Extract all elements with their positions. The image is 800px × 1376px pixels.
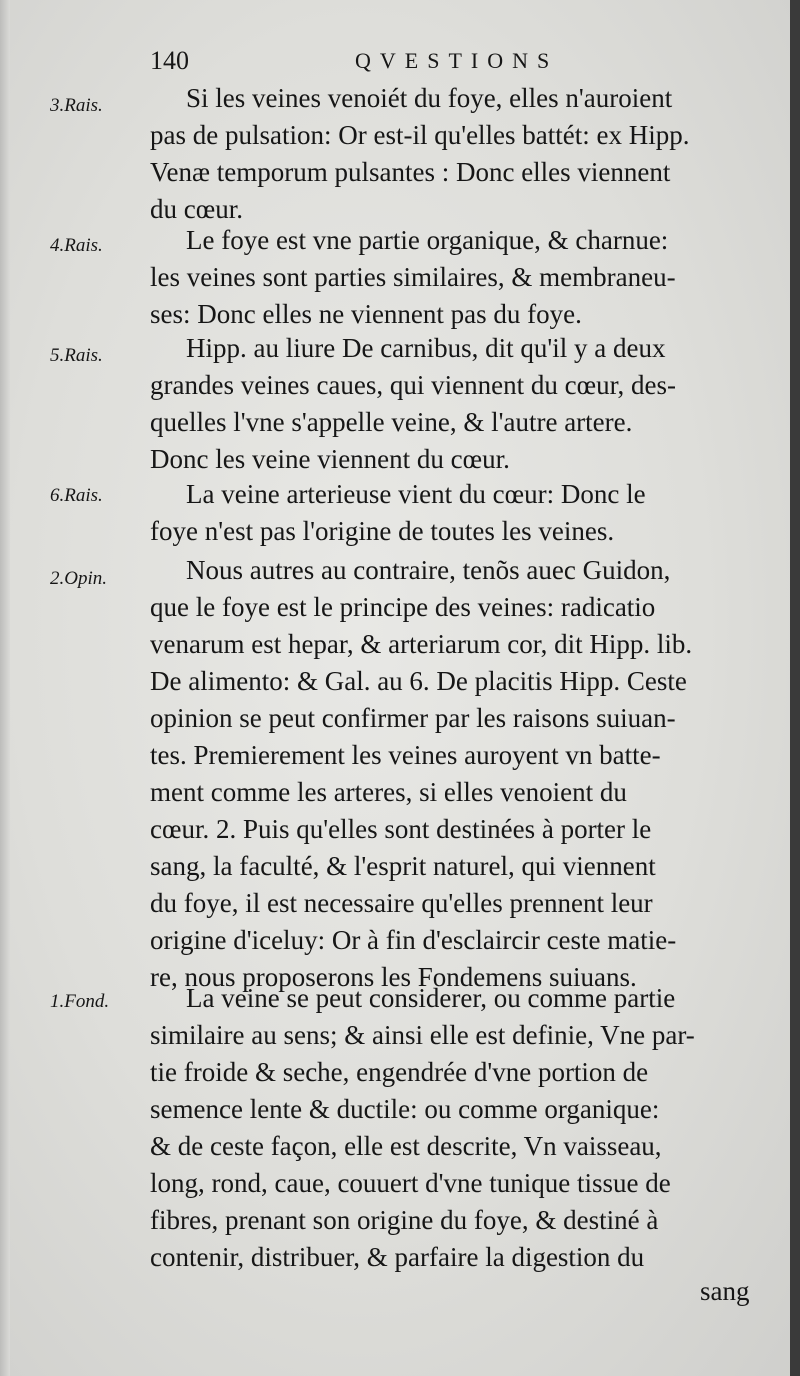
page-edge-shadow [790,0,800,1376]
text-line: cœur. 2. Puis qu'elles sont destinées à porter le [150,814,652,844]
margin-note: 5.Rais. [50,345,103,366]
text-line: sang, la faculté, & l'esprit naturel, qui viennent [150,851,656,881]
margin-note: 4.Rais. [50,235,103,256]
text-line: long, rond, caue, couuert d'vne tunique tissue de [150,1168,671,1198]
margin-note: 2.Opin. [50,568,107,589]
catchword: sang [700,1276,750,1306]
paragraph [150,476,755,550]
text-line: Nous autres au contraire, tenõs auec Guidon, [186,555,671,585]
paragraph [150,80,755,228]
page-gutter [0,0,10,1376]
text-line: opinion se peut confirmer par les raisons suiuan- [150,703,676,733]
page-header [150,46,750,78]
text-line: Hipp. au liure De carnibus, dit qu'il y a deux [186,333,666,363]
paragraph [150,330,755,478]
text-line: Si les veines venoiét du foye, elles n'auroient [186,83,673,113]
text-line: venarum est hepar, & arteriarum cor, dit Hipp. lib. [150,629,693,659]
text-line: grandes veines caues, qui viennent du cœur, des- [150,370,676,400]
text-line: fibres, prenant son origine du foye, & destiné à [150,1205,659,1235]
text-line: origine d'iceluy: Or à fin d'esclaircir ceste matie- [150,925,677,955]
text-line: tie froide & seche, engendrée d'vne portion de [150,1057,649,1087]
text-line: quelles l'vne s'appelle veine, & l'autre artere. [150,407,633,437]
text-line: du foye, il est necessaire qu'elles prennent leur [150,888,653,918]
margin-note: 1.Fond. [50,991,110,1012]
text-line: les veines sont parties similaires, & membraneu- [150,262,676,292]
text-line: semence lente & ductile: ou comme organique: [150,1094,660,1124]
text-line: du cœur. [150,194,243,224]
text-line: contenir, distribuer, & parfaire la digestion du [150,1242,645,1272]
text-line: Le foye est vne partie organique, & charnue: [186,225,669,255]
text-line: pas de pulsation: Or est-il qu'elles battét: ex Hipp. [150,120,690,150]
text-line: & de ceste façon, elle est descrite, Vn vaisseau, [150,1131,662,1161]
text-line: Venæ temporum pulsantes : Donc elles viennent [150,157,671,187]
margin-note: 6.Rais. [50,485,103,506]
text-line: foye n'est pas l'origine de toutes les veines. [150,516,615,546]
running-title: QVESTIONS [355,48,559,73]
text-line: similaire au sens; & ainsi elle est definie, Vne par- [150,1020,695,1050]
text-line: La veine arterieuse vient du cœur: Donc le [186,479,646,509]
paragraph [150,552,755,996]
text-line: tes. Premierement les veines auroyent vn batte- [150,740,661,770]
page-number: 140 [150,46,189,75]
text-line: ses: Donc elles ne viennent pas du foye. [150,299,582,329]
text-line: que le foye est le principe des veines: radicatio [150,592,656,622]
text-line: Donc les veine viennent du cœur. [150,444,510,474]
paragraph [150,222,755,333]
text-line: re, nous proposerons les Fondemens suiuans. [150,962,637,992]
text-line: La veine se peut considerer, ou comme partie [186,983,676,1013]
text-line: ment comme les arteres, si elles venoient du [150,777,627,807]
paragraph [150,980,755,1276]
margin-note: 3.Rais. [50,95,103,116]
text-line: De alimento: & Gal. au 6. De placitis Hipp. Ceste [150,666,687,696]
